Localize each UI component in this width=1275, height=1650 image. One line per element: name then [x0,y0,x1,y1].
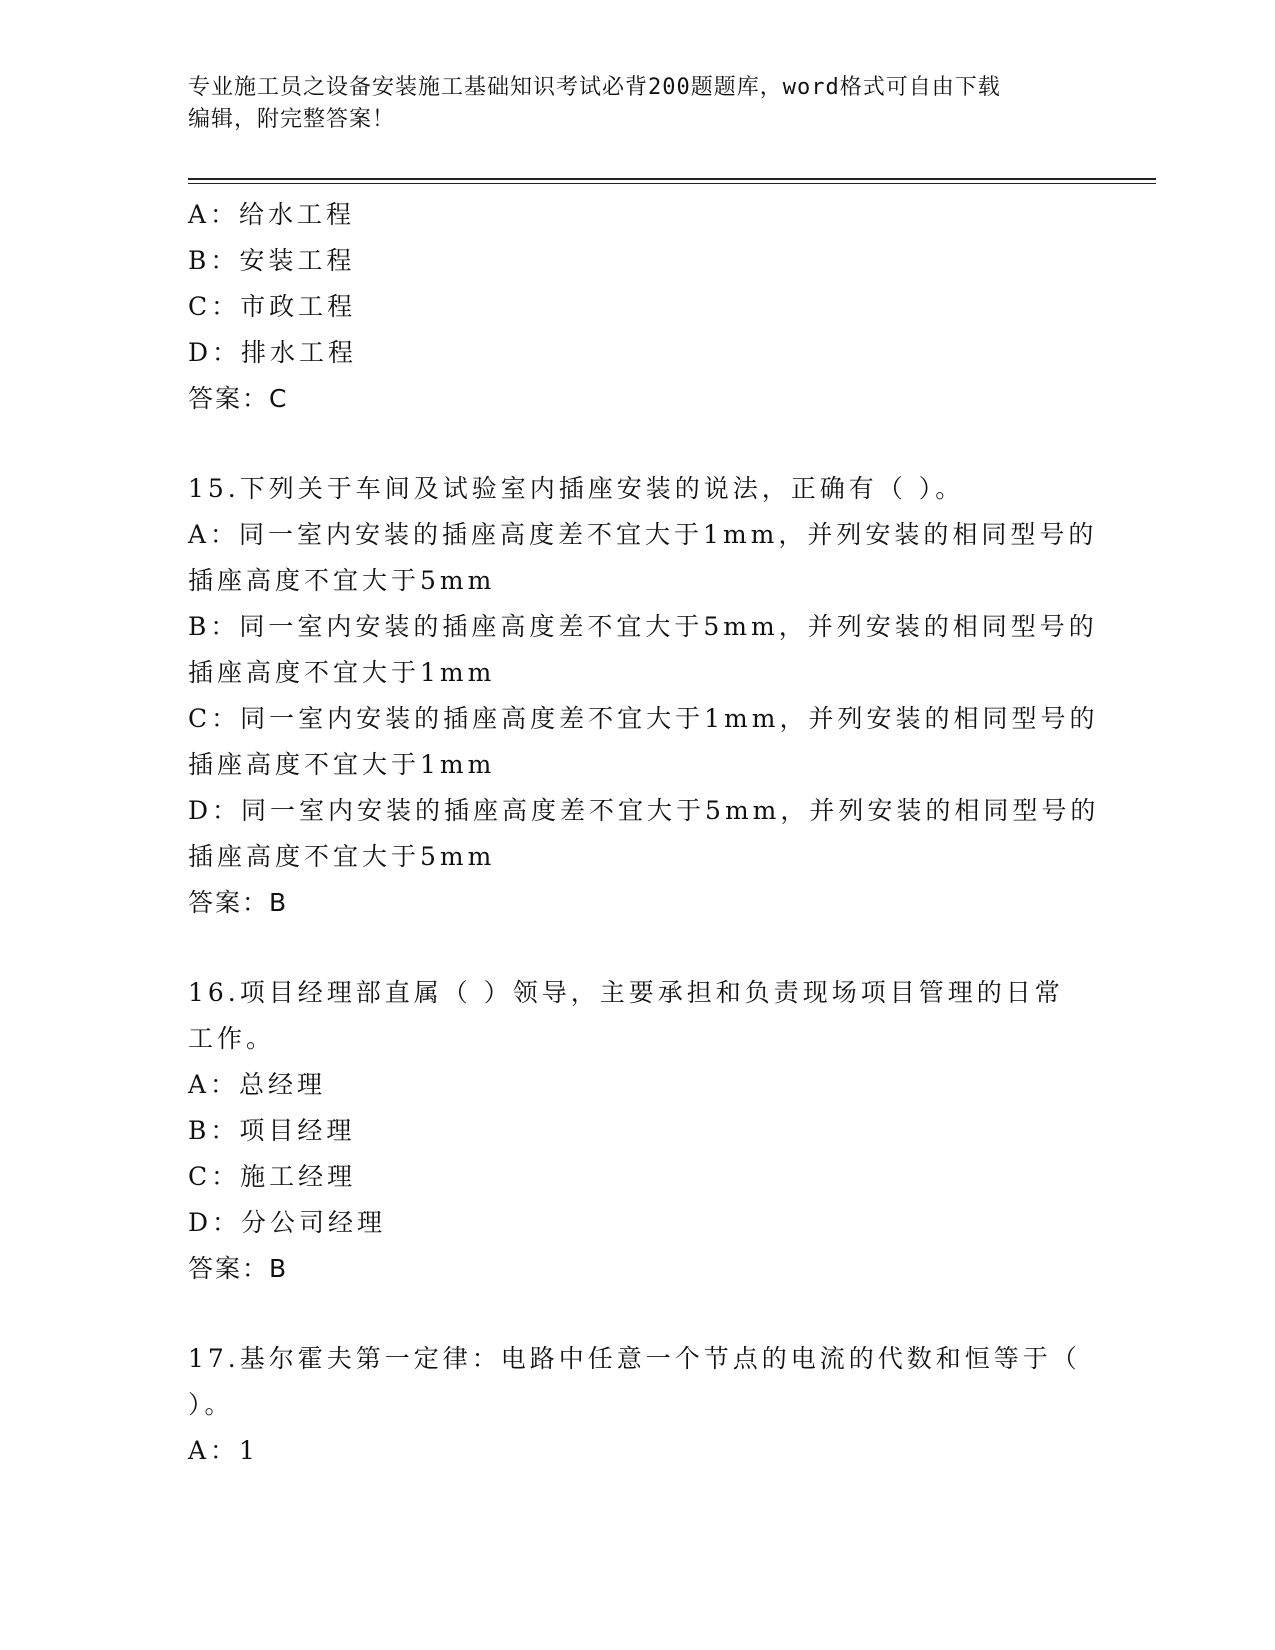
question-stem-line-2: ）。 [188,1390,234,1419]
question-stem-line-1: 17.基尔霍夫第一定律：电路中任意一个节点的电流的代数和恒等于（ [188,1344,1081,1373]
option-b: B：项目经理 [188,1116,356,1145]
option-a: A：总经理 [188,1070,327,1099]
option-a-line-2: 插座高度不宜大于5mm [188,566,496,595]
answer-line: 答案：B [188,1254,289,1283]
question-stem-line-1: 16.项目经理部直属（ ）领导，主要承担和负责现场项目管理的日常 [188,978,1064,1007]
option-a: A：给水工程 [188,200,356,229]
option-d: D：排水工程 [188,338,358,367]
option-d-line-1: D：同一室内安装的插座高度差不宜大于5mm，并列安装的相同型号的 [188,796,1100,825]
option-a: A：1 [188,1436,259,1465]
option-b-line-2: 插座高度不宜大于1mm [188,658,496,687]
question-content [188,192,1100,1474]
answer-line: 答案：C [188,384,289,413]
option-c: C：市政工程 [188,292,357,321]
question-15-block [188,466,1100,926]
answer-line: 答案：B [188,888,289,917]
option-a-line-1: A：同一室内安装的插座高度差不宜大于1mm，并列安装的相同型号的 [188,520,1098,549]
option-d: D：分公司经理 [188,1208,387,1237]
option-c-line-2: 插座高度不宜大于1mm [188,750,496,779]
question-stem-line-2: 工作。 [188,1024,276,1053]
header-divider-thick [188,178,1156,180]
question-stem: 15.下列关于车间及试验室内插座安装的说法，正确有（ ）。 [188,474,965,503]
document-header [188,72,1068,136]
question-17-block [188,1336,1088,1474]
header-line-2: 编辑，附完整答案！ [188,107,396,132]
option-c: C：施工经理 [188,1162,357,1191]
option-c-line-1: C：同一室内安装的插座高度差不宜大于1mm，并列安装的相同型号的 [188,704,1099,733]
option-d-line-2: 插座高度不宜大于5mm [188,842,496,871]
spacer [188,1292,1088,1336]
header-line-1: 专业施工员之设备安装施工基础知识考试必背200题题库，word格式可自由下载 [188,75,1001,100]
header-divider-thin [188,183,1156,184]
spacer [188,926,1088,970]
option-b-line-1: B：同一室内安装的插座高度差不宜大于5mm，并列安装的相同型号的 [188,612,1098,641]
option-b: B：安装工程 [188,246,356,275]
spacer [188,422,1088,466]
question-14-block [188,192,1088,422]
question-16-block [188,970,1088,1292]
